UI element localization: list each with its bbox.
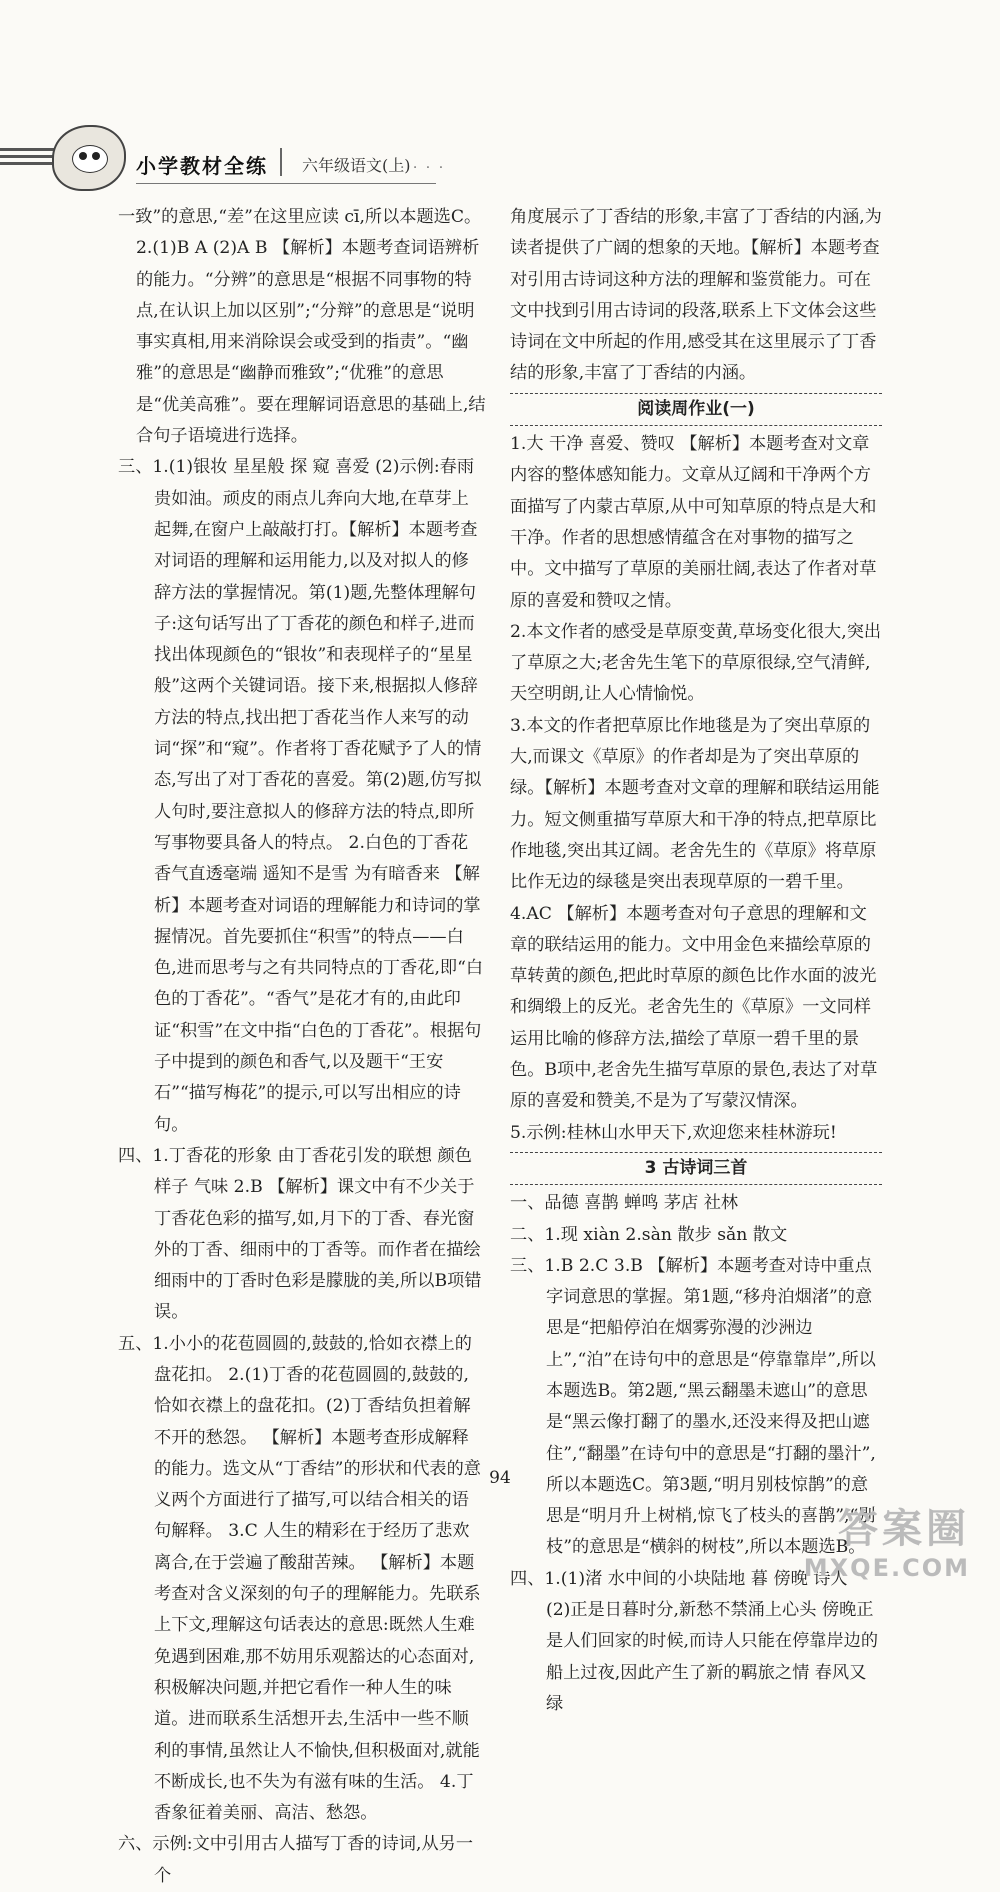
answer-paragraph: 二、1.现 xiàn 2.sàn 散步 sǎn 散文: [510, 1224, 788, 1245]
answer-paragraph: 2.(1)B A (2)A B 【解析】本题考查词语辨析的能力。“分辨”的意思是“根据不同事物的特点,在认识上加以区别”;“分辩”的意思是“说明事实真相,用来消除误会或受到的指责”。“幽雅”的意思是“幽静而雅致”;“优雅”的意思是“优美高雅”。要在理解词语意思的基础上,结合句子语境进行选择。: [136, 238, 486, 447]
header-decoration-lines: [0, 148, 60, 169]
answer-paragraph: 3.本文的作者把草原比作地毯是为了突出草原的大,而课文《草原》的作者却是为了突出草原的绿。【解析】本题考查对文章的理解和联结运用能力。短文侧重描写草原大和干净的特点,把草原比作地毯,突出其辽阔。老舍先生的《草原》将草原比作无边的绿毯是突出表现草原的一碧千里。: [510, 715, 880, 893]
book-title: 小学教材全练: [136, 154, 268, 178]
answer-paragraph: 一致”的意思,“差”在这里应读 cī,所以本题选C。: [118, 207, 482, 227]
answer-paragraph: 4.AC 【解析】本题考查对句子意思的理解和文章的联结运用的能力。文中用金色来描绘草原的草转黄的颜色,把此时草原的颜色比作水面的波光和绸缎上的反光。老舍先生的《草原》一文同样运用比喻的修辞方法,描绘了草原一碧千里的景色。B项中,老舍先生描写草原的景色,表达了对草原的喜爱和赞美,不是为了写蒙汉情深。: [510, 903, 878, 1112]
answer-paragraph: 三、1.(1)银妆 星星般 探 窥 喜爱 (2)示例:春雨贵如油。顽皮的雨点儿奔向大地,在草芽上起舞,在窗户上敲敲打打。【解析】本题考查对词语的理解和运用能力,以及对拟人的修辞方法的掌握情况。第(1)题,先整体理解句子:这句话写出了丁香花的颜色和样子,进而找出体现颜色的“银妆”和表现样子的“星星般”这两个关键词语。接下来,根据拟人修辞方法的特点,找出把丁香花当作人来写的动词“探”和“窥”。作者将丁香花赋予了人的情态,写出了对丁香花的喜爱。第(2)题,仿写拟人句时,要注意拟人的修辞方法的特点,即所写事物要具备人的特点。 2.白色的丁香花 香气直透毫端 遥知不是雪 为有暗香来 【解析】本题考查对词语的理解能力和诗词的掌握情况。首先要抓住“积雪”的特点——白色,进而思考与之有共同特点的丁香花,即“白色的丁香花”。“香气”是花才有的,由此印证“积雪”在文中指“白色的丁香花”。根据句子中提到的颜色和香气,以及题干“王安石”“描写梅花”的提示,可以写出相应的诗句。: [118, 457, 484, 1135]
watermark-url: MXQE.COM: [803, 1554, 970, 1582]
header-underline: [136, 183, 436, 184]
answer-paragraph: 5.示例:桂林山水甲天下,欢迎您来桂林游玩!: [510, 1122, 837, 1143]
header-dots: · · · ·: [400, 160, 446, 176]
answer-paragraph: 1.大 干净 喜爱、赞叹 【解析】本题考查对文章内容的整体感知能力。文章从辽阔和干净两个方面描写了内蒙古草原,从中可知草原的特点是大和干净。作者的思想感情蕴含在对事物的描写之中。文中描写了草原的美丽壮阔,表达了作者对草原的喜爱和赞叹之情。: [510, 434, 877, 611]
mascot-eye-right: [92, 152, 100, 160]
right-column: [510, 202, 882, 1720]
answer-paragraph: 四、1.(1)渚 水中间的小块陆地 暮 傍晚 诗人: [510, 1568, 848, 1589]
mascot-eye-left: [79, 152, 87, 160]
answer-paragraph: 六、示例:文中引用古人描写丁香的诗词,从另一个: [118, 1834, 474, 1886]
answer-paragraph: 2.本文作者的感受是草原变黄,草场变化很大,突出了草原之大;老舍先生笔下的草原很绿,空气清鲜,天空明朗,让人心情愉悦。: [510, 621, 882, 705]
section-heading: 3 古诗词三首: [510, 1152, 882, 1185]
book-subtitle: 六年级语文(上): [302, 156, 411, 175]
watermark-text: 答案圈: [838, 1506, 970, 1552]
answer-paragraph: 角度展示了丁香结的形象,丰富了丁香结的内涵,为读者提供了广阔的想象的天地。【解析】本题考查对引用古诗词这种方法的理解和鉴赏能力。可在文中找到引用古诗词的段落,联系上下文体会这些诗词在文中所起的作用,感受其在这里展示了丁香结的形象,丰富了丁香结的内涵。: [510, 207, 882, 384]
page-number: 94: [489, 1468, 511, 1488]
header-divider: [280, 148, 282, 176]
page-header: [0, 120, 1000, 195]
left-column: [118, 202, 486, 1892]
mascot-icon: [52, 125, 126, 191]
answer-paragraph: (2)正是日暮时分,新愁不禁涌上心头 傍晚正是人们回家的时候,而诗人只能在停靠岸边的船上过夜,因此产生了新的羁旅之情 春风又绿: [546, 1600, 879, 1714]
answer-paragraph: 三、1.B 2.C 3.B 【解析】本题考查对诗中重点字词意思的掌握。第1题,“移舟泊烟渚”的意思是“把船停泊在烟雾弥漫的沙洲边上”,“泊”在诗句中的意思是“停靠靠岸”,所以本题选B。第2题,“黑云翻墨未遮山”的意思是“黑云像打翻了的墨水,还没来得及把山遮住”,“翻墨”在诗句中的意思是“打翻的墨汁”,所以本题选C。第3题,“明月别枝惊鹊”的意思是“明月升上树梢,惊飞了枝头的喜鹊”,“别枝”的意思是“横斜的树枝”,所以本题选B。: [510, 1255, 876, 1558]
answer-paragraph: 四、1.丁香花的形象 由丁香花引发的联想 颜色 样子 气味 2.B 【解析】课文中有不少关于丁香花色彩的描写,如,月下的丁香、春光窗外的丁香、细雨中的丁香等。而作者在描绘细雨中的丁香时色彩是朦胧的美,所以B项错误。: [118, 1145, 482, 1323]
mascot-face: [72, 145, 108, 173]
answer-paragraph: 五、1.小小的花苞圆圆的,鼓鼓的,恰如衣襟上的盘花扣。 2.(1)丁香的花苞圆圆的,鼓鼓的,恰如衣襟上的盘花扣。(2)丁香结负担着解不开的愁怨。 【解析】本题考查形成解释的能力。选文从“丁香结”的形状和代表的意义两个方面进行了描写,可以结合相关的语句解释。 3.C 人生的精彩在于经历了悲欢离合,在于尝遍了酸甜苦辣。 【解析】本题考查对含义深刻的句子的理解能力。先联系上下文,理解这句话表达的意思:既然人生难免遇到困难,那不妨用乐观豁达的心态面对,积极解决问题,并把它看作一种人生的味道。进而联系生活想开去,生活中一些不顺利的事情,虽然让人不愉快,但积极面对,就能不断成长,也不失为有滋有味的生活。 4.丁香象征着美丽、高洁、愁怨。: [118, 1333, 481, 1824]
answer-paragraph: 一、品德 喜鹊 蝉鸣 茅店 社林: [510, 1193, 739, 1214]
watermark: [804, 1497, 970, 1582]
section-heading: 阅读周作业(一): [510, 393, 882, 426]
